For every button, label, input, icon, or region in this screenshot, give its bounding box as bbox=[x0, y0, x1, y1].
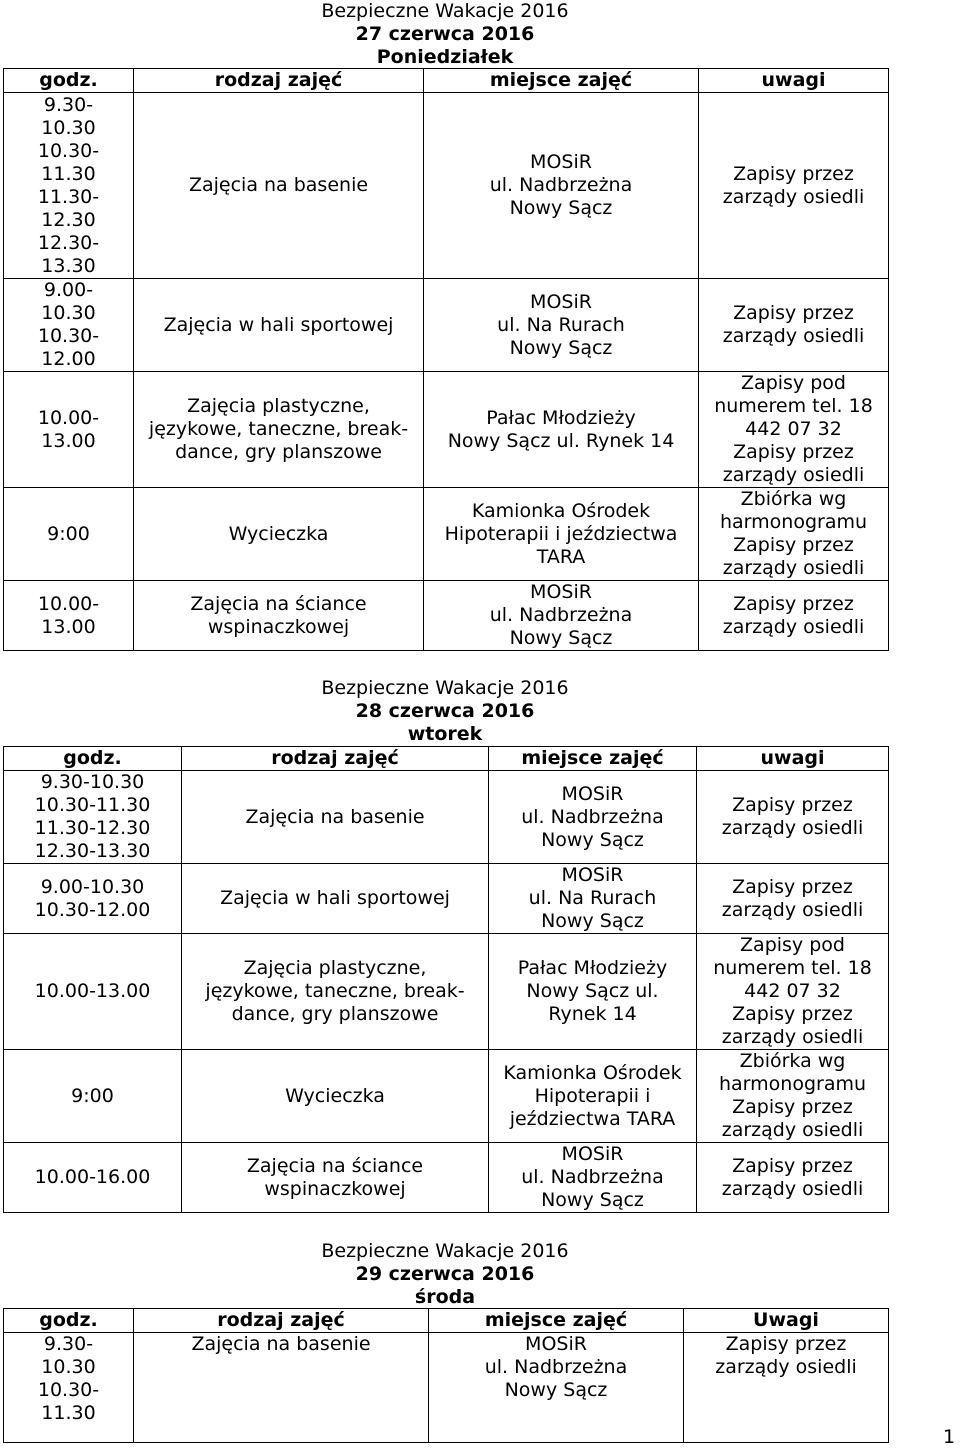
notes-line: Zapisy przez bbox=[733, 441, 854, 463]
activity-line: Wycieczka bbox=[285, 1084, 385, 1107]
table-row bbox=[4, 771, 889, 864]
activity-line: językowe, taneczne, break- bbox=[148, 418, 409, 440]
notes-line: zarządy osiedli bbox=[722, 325, 865, 347]
col-header-time: godz. bbox=[4, 1309, 134, 1333]
place-line: MOSiR bbox=[530, 581, 592, 603]
col-header-place: miejsce zajęć bbox=[489, 747, 697, 771]
time-cell bbox=[4, 934, 182, 1050]
time-line: 11.30-12.30 bbox=[34, 817, 151, 839]
time-line: 10.00- bbox=[37, 592, 100, 615]
activity-cell bbox=[182, 1143, 489, 1213]
place-line: Nowy Sącz ul. Rynek 14 bbox=[447, 429, 675, 452]
activity-line: wspinaczkowej bbox=[207, 615, 350, 638]
time-line: 10.00-13.00 bbox=[34, 980, 151, 1002]
table-row bbox=[4, 279, 889, 372]
time-line: 12.30-13.30 bbox=[34, 840, 151, 862]
time-cell bbox=[4, 1143, 182, 1213]
time-line: 12.00 bbox=[41, 348, 96, 370]
activity-line: językowe, taneczne, break- bbox=[205, 980, 465, 1002]
schedule-table bbox=[3, 68, 889, 651]
col-header-time: godz. bbox=[4, 69, 134, 93]
activity-line: dance, gry planszowe bbox=[231, 1003, 439, 1025]
table-body bbox=[4, 1333, 889, 1443]
place-line: ul. Nadbrzeżna bbox=[521, 805, 664, 828]
place-cell bbox=[429, 1333, 684, 1443]
place-line: MOSiR bbox=[561, 1143, 624, 1165]
time-cell bbox=[4, 488, 134, 581]
time-line: 9.30- bbox=[43, 1333, 94, 1355]
time-cell bbox=[4, 1333, 134, 1443]
place-line: ul. Na Rurach bbox=[497, 313, 625, 336]
place-cell bbox=[424, 279, 699, 372]
section-header bbox=[0, 0, 890, 69]
activity-cell bbox=[182, 771, 489, 864]
notes-cell bbox=[697, 864, 889, 934]
notes-cell bbox=[697, 1050, 889, 1143]
activity-cell bbox=[134, 1333, 429, 1443]
activity-line: Zajęcia na ściance bbox=[190, 592, 367, 615]
activity-line: dance, gry planszowe bbox=[175, 441, 382, 463]
time-line: 12.30- bbox=[37, 231, 100, 254]
notes-line: Zapisy przez bbox=[733, 534, 854, 556]
time-line: 10.30 bbox=[41, 116, 96, 139]
time-line: 9:00 bbox=[47, 522, 90, 545]
place-line: Nowy Sącz bbox=[509, 197, 613, 219]
table-row bbox=[4, 581, 889, 651]
time-line: 10.30 bbox=[41, 302, 96, 324]
place-line: Pałac Młodzieży bbox=[517, 957, 668, 979]
time-line: 10.30- bbox=[37, 139, 100, 162]
place-line: MOSiR bbox=[561, 864, 624, 886]
time-line: 9.00- bbox=[43, 279, 94, 301]
time-line: 11.30 bbox=[41, 1402, 96, 1424]
notes-line: 442 07 32 bbox=[744, 980, 841, 1002]
col-header-activity: rodzaj zajęć bbox=[134, 69, 424, 93]
notes-cell bbox=[699, 581, 889, 651]
place-cell bbox=[424, 581, 699, 651]
time-cell bbox=[4, 581, 134, 651]
notes-cell bbox=[684, 1333, 889, 1443]
place-line: Nowy Sącz bbox=[509, 336, 613, 359]
time-line: 11.30 bbox=[41, 162, 96, 185]
notes-line: zarządy osiedli bbox=[721, 817, 864, 839]
notes-line: zarządy osiedli bbox=[722, 464, 865, 486]
time-line: 13.30 bbox=[41, 254, 96, 277]
notes-line: Zapisy przez bbox=[732, 794, 853, 816]
activity-line: Zajęcia na basenie bbox=[188, 174, 369, 196]
time-cell bbox=[4, 372, 134, 488]
activity-cell bbox=[134, 372, 424, 488]
place-line: Nowy Sącz bbox=[509, 627, 613, 649]
place-line: ul. Nadbrzeżna bbox=[489, 174, 633, 196]
place-line: TARA bbox=[536, 545, 586, 568]
col-header-notes: uwagi bbox=[699, 69, 889, 93]
place-line: MOSiR bbox=[561, 782, 624, 805]
notes-line: Zbiórka wg bbox=[739, 1050, 846, 1072]
col-header-notes: uwagi bbox=[697, 747, 889, 771]
place-line: Pałac Młodzieży bbox=[486, 406, 636, 429]
col-header-notes: Uwagi bbox=[684, 1309, 889, 1333]
activity-line: Wycieczka bbox=[228, 522, 329, 545]
time-line: 10.30-12.00 bbox=[34, 898, 151, 921]
col-header-place: miejsce zajęć bbox=[424, 69, 699, 93]
notes-cell bbox=[697, 771, 889, 864]
col-header-time: godz. bbox=[4, 747, 182, 771]
activity-cell bbox=[134, 581, 424, 651]
notes-line: zarządy osiedli bbox=[722, 185, 865, 208]
place-line: Hipoterapii i jeździectwa bbox=[444, 522, 678, 545]
notes-line: Zapisy przez bbox=[733, 162, 854, 185]
table-row bbox=[4, 1143, 889, 1213]
table-row bbox=[4, 372, 889, 488]
section-header bbox=[0, 677, 890, 746]
table-row bbox=[4, 864, 889, 934]
time-line: 9.30- bbox=[43, 93, 94, 116]
activity-line: Zajęcia plastyczne, bbox=[243, 957, 427, 979]
place-line: Kamionka Ośrodek bbox=[503, 1061, 682, 1084]
activity-cell bbox=[182, 934, 489, 1050]
notes-cell bbox=[697, 1143, 889, 1213]
notes-line: Zapisy przez bbox=[733, 302, 854, 324]
notes-line: zarządy osiedli bbox=[722, 557, 865, 579]
notes-line: Zapisy przez bbox=[733, 592, 854, 615]
table-row bbox=[4, 93, 889, 279]
notes-line: numerem tel. 18 bbox=[713, 957, 872, 979]
notes-line: zarządy osiedli bbox=[721, 1026, 864, 1048]
notes-line: Zbiórka wg bbox=[740, 488, 847, 510]
place-cell bbox=[489, 1143, 697, 1213]
activity-line: wspinaczkowej bbox=[264, 1177, 406, 1200]
page-number: 1 bbox=[943, 1426, 956, 1448]
time-line: 10.30- bbox=[37, 325, 100, 347]
activity-line: Zajęcia w hali sportowej bbox=[163, 313, 394, 336]
notes-cell bbox=[699, 372, 889, 488]
notes-line: zarządy osiedli bbox=[722, 615, 865, 638]
section-day: środa bbox=[414, 1286, 476, 1308]
place-line: ul. Nadbrzeżna bbox=[484, 1356, 628, 1378]
notes-line: Zapisy przez bbox=[732, 1003, 853, 1025]
time-line: 10.30-11.30 bbox=[34, 794, 151, 816]
place-line: ul. Nadbrzeżna bbox=[489, 604, 633, 626]
place-cell bbox=[489, 771, 697, 864]
section-date: 27 czerwca 2016 bbox=[355, 23, 535, 45]
place-line: MOSiR bbox=[530, 290, 592, 313]
time-line: 12.30 bbox=[41, 208, 96, 231]
notes-cell bbox=[699, 93, 889, 279]
place-line: MOSiR bbox=[525, 1333, 587, 1355]
notes-line: harmonogramu bbox=[718, 1073, 867, 1095]
notes-line: Zapisy pod bbox=[741, 372, 846, 394]
time-line: 10.30- bbox=[37, 1379, 100, 1401]
notes-line: Zapisy przez bbox=[732, 1096, 853, 1118]
time-line: 10.00-16.00 bbox=[34, 1166, 151, 1188]
place-line: Nowy Sącz bbox=[541, 910, 644, 932]
time-line: 13.00 bbox=[41, 429, 96, 452]
time-cell bbox=[4, 771, 182, 864]
place-line: Nowy Sącz bbox=[541, 1189, 644, 1211]
schedule-table bbox=[3, 1308, 889, 1443]
notes-line: zarządy osiedli bbox=[721, 1119, 864, 1141]
notes-cell bbox=[699, 488, 889, 581]
place-line: Kamionka Ośrodek bbox=[471, 499, 651, 522]
section-title: Bezpieczne Wakacje 2016 bbox=[321, 677, 569, 699]
time-line: 11.30- bbox=[37, 185, 100, 208]
notes-cell bbox=[697, 934, 889, 1050]
place-line: Nowy Sącz bbox=[504, 1379, 608, 1401]
activity-line: Zajęcia na ściance bbox=[246, 1154, 424, 1177]
time-line: 10.30 bbox=[41, 1356, 96, 1378]
activity-cell bbox=[134, 488, 424, 581]
notes-line: Zapisy przez bbox=[732, 1154, 853, 1177]
col-header-activity: rodzaj zajęć bbox=[182, 747, 489, 771]
notes-line: Zapisy pod bbox=[740, 934, 845, 956]
table-body bbox=[4, 93, 889, 651]
section-date: 29 czerwca 2016 bbox=[355, 1263, 535, 1285]
notes-line: numerem tel. 18 bbox=[714, 395, 873, 417]
time-cell bbox=[4, 1050, 182, 1143]
notes-line: 442 07 32 bbox=[745, 418, 842, 440]
notes-line: zarządy osiedli bbox=[721, 898, 864, 921]
notes-line: zarządy osiedli bbox=[721, 1177, 864, 1200]
time-line: 9.30-10.30 bbox=[40, 771, 145, 793]
table-body bbox=[4, 771, 889, 1213]
activity-cell bbox=[182, 1050, 489, 1143]
notes-line: zarządy osiedli bbox=[715, 1356, 857, 1378]
place-line: Nowy Sącz ul. bbox=[526, 980, 659, 1002]
section-day: Poniedziałek bbox=[376, 46, 514, 68]
place-line: Rynek 14 bbox=[548, 1003, 637, 1025]
activity-line: Zajęcia na basenie bbox=[191, 1333, 371, 1355]
place-cell bbox=[424, 488, 699, 581]
time-cell bbox=[4, 864, 182, 934]
time-line: 9.00-10.30 bbox=[40, 875, 145, 898]
place-cell bbox=[489, 864, 697, 934]
time-line: 10.00- bbox=[37, 406, 100, 429]
col-header-place: miejsce zajęć bbox=[429, 1309, 684, 1333]
place-line: Hipoterapii i bbox=[534, 1084, 651, 1107]
activity-cell bbox=[182, 864, 489, 934]
place-cell bbox=[424, 93, 699, 279]
section-title: Bezpieczne Wakacje 2016 bbox=[321, 0, 569, 22]
place-line: jeździectwa TARA bbox=[509, 1107, 676, 1130]
activity-line: Zajęcia w hali sportowej bbox=[220, 887, 450, 909]
activity-line: Zajęcia na basenie bbox=[245, 805, 425, 828]
place-line: Nowy Sącz bbox=[541, 828, 644, 851]
activity-cell bbox=[134, 279, 424, 372]
notes-cell bbox=[699, 279, 889, 372]
time-line: 13.00 bbox=[41, 615, 96, 638]
notes-line: Zapisy przez bbox=[725, 1333, 847, 1355]
place-cell bbox=[489, 1050, 697, 1143]
activity-cell bbox=[134, 93, 424, 279]
schedule-table bbox=[3, 746, 889, 1213]
time-cell bbox=[4, 93, 134, 279]
time-line: 9:00 bbox=[71, 1084, 114, 1107]
activity-line: Zajęcia plastyczne, bbox=[187, 395, 370, 417]
section-day: wtorek bbox=[407, 723, 483, 745]
place-line: ul. Nadbrzeżna bbox=[521, 1166, 664, 1188]
table-row bbox=[4, 934, 889, 1050]
place-line: MOSiR bbox=[530, 151, 592, 173]
section-date: 28 czerwca 2016 bbox=[355, 700, 535, 722]
place-cell bbox=[424, 372, 699, 488]
col-header-activity: rodzaj zajęć bbox=[134, 1309, 429, 1333]
table-row bbox=[4, 488, 889, 581]
place-line: ul. Na Rurach bbox=[528, 887, 657, 909]
place-cell bbox=[489, 934, 697, 1050]
table-row bbox=[4, 1050, 889, 1143]
section-title: Bezpieczne Wakacje 2016 bbox=[321, 1240, 569, 1262]
time-cell bbox=[4, 279, 134, 372]
notes-line: harmonogramu bbox=[719, 511, 868, 533]
section-header bbox=[0, 1240, 890, 1309]
notes-line: Zapisy przez bbox=[732, 875, 853, 898]
table-row bbox=[4, 1333, 889, 1443]
